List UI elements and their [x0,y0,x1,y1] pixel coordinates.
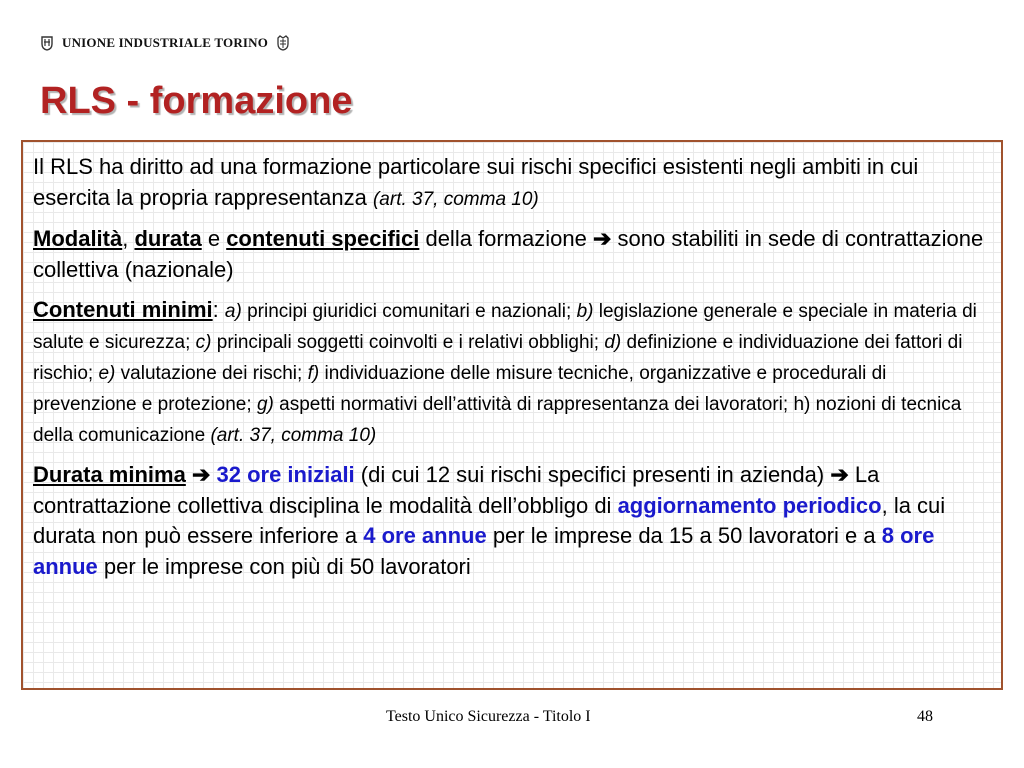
right-ref: (art. 37, comma 10) [372,188,539,210]
term-durata: durata [134,226,202,251]
item-text-d: definizione e individuazione dei fattori di rischio; [33,332,963,384]
item-letter-e: e) [98,363,116,384]
arrow-right-icon: ➔ [830,462,849,487]
duration-text-1: (di cui 12 sui rischi specifici presenti in azienda) [354,462,831,487]
header-logo [40,33,290,53]
item-letter-d: d) [604,332,622,353]
hours-4-annual: 4 ore annue [363,523,487,548]
item-text-b: legislazione generale e speciale in materia di salute e sicurezza; [33,301,977,353]
contents-ref: (art. 37, comma 10) [210,425,377,446]
duration-text-4: per le imprese da 15 a 50 lavoratori e a [486,523,882,548]
contents-colon: : [212,297,225,322]
term-durata-minima: Durata minima [33,462,186,487]
item-letter-g: g) [256,394,274,415]
item-letter-a: a) [224,301,242,322]
item-letter-f: f) [307,363,320,384]
sep-2: e [201,226,227,251]
item-text-e: valutazione dei rischi; [115,363,308,384]
sep-1: , [122,226,135,251]
hours-8-annual: 8 ore annue [33,523,935,579]
slide-title: RLS - formazione [40,80,353,122]
item-text-c: principali soggetti coinvolti e i relativi obblighi; [211,332,605,353]
org-name: UNIONE INDUSTRIALE TORINO [62,35,269,50]
crest-icon [40,35,54,51]
paragraph-modalities [33,224,991,285]
item-text-f: individuazione delle misure tecniche, organizzative e procedurali di prevenzione e protezione; [33,363,887,415]
item-text-g: aspetti normativi dell’attività di rappresentanza dei lavoratori; h) nozioni di tecnica della comunicazione [33,394,962,446]
arrow-right-icon: ➔ [593,226,612,251]
item-text-a: principi giuridici comunitari e nazionali; [241,301,577,322]
paragraph-contents [33,294,991,451]
paragraph-right [33,152,991,215]
duration-text-5: per le imprese con più di 50 lavoratori [97,553,471,579]
periodic-update: aggiornamento periodico [617,492,882,518]
term-modalita: Modalità [33,226,123,251]
right-text: Il RLS ha diritto ad una formazione particolare sui rischi specifici esistenti negli ambiti in cui esercita la propria rappresentanza [33,154,919,210]
page-number: 48 [917,708,933,725]
arrow-right-icon: ➔ [185,462,217,487]
modalities-text-1: della formazione [419,226,593,251]
footer-title: Testo Unico Sicurezza - Titolo I [386,708,591,725]
term-contenuti: contenuti specifici [226,226,420,251]
item-letter-c: c) [195,332,212,353]
duration-text-2: La contrattazione collettiva disciplina le modalità dell’obbligo di [33,462,880,518]
modalities-text-2: sono stabiliti in sede di contrattazione collettiva (nazionale) [33,226,984,282]
content-box [21,140,1003,690]
item-letter-b: b) [576,301,594,322]
paragraph-duration [33,460,991,582]
term-contenuti-minimi: Contenuti minimi [33,297,213,322]
emblem-icon [276,35,290,51]
initial-hours: 32 ore iniziali [216,462,355,487]
duration-text-3: , la cui durata non può essere inferiore a [33,492,946,548]
